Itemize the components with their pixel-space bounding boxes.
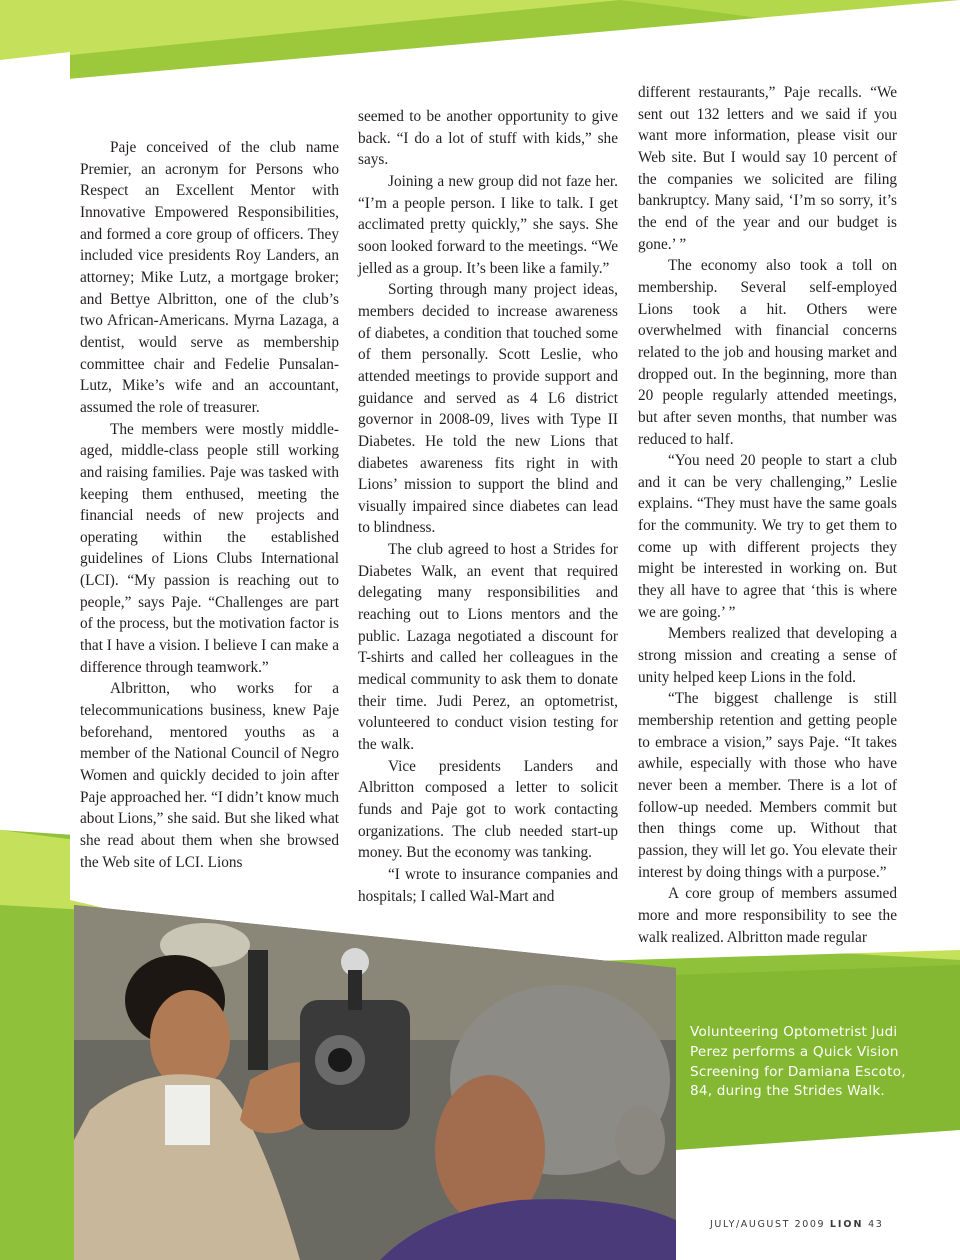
page-folio (710, 1219, 883, 1230)
article-column-3 (638, 82, 897, 948)
col3-paragraph-4: Members realized that developing a strong mission and creating a sense of unity helped keep Lions in the fold. (638, 625, 897, 686)
col2-paragraph-5: Vice presidents Landers and Albritton composed a letter to solicit funds and Paje got to work contacting organizations. The club needed start-up money. But the economy was tanking. (358, 757, 618, 862)
article-column-1 (80, 137, 339, 873)
col2-paragraph-3: Sorting through many project ideas, members decided to increase awareness of diabetes, a condition that touched some of them personally. Scott Leslie, who attended meetings to provide support and guidance and served as 4 L6 district governor in 2008-09, lives with Type II Diabetes. He told the new Lions that diabetes awareness fits right in with Lions’ mission to support the blind and visually impaired since diabetes can lead to blindness. (358, 281, 618, 537)
folio-magazine: LION (829, 1219, 864, 1230)
col3-paragraph-3: “You need 20 people to start a club and it can be very challenging,” Leslie explains. “They must have the same goals for the community. We try to get them to come up with different projects they might be interested in working on. But they all have to agree that ‘this is where we are going.’ ” (638, 452, 897, 621)
article-column-2 (358, 106, 618, 907)
col2-paragraph-1: seemed to be another opportunity to give back. “I do a lot of stuff with kids,” she says. (358, 108, 618, 169)
col1-paragraph-3: Albritton, who works for a telecommunications business, knew Paje beforehand, mentored youths as a member of the National Council of Negro Women and quickly decided to join after Paje approached her. “I didn’t know much about Lions,” she said. But she liked what she read about them when she browsed the Web site of LCI. Lions (80, 680, 339, 871)
col1-paragraph-2: The members were mostly middle-aged, middle-class people still working and raising families. Paje was tasked with keeping them enthused, meeting the financial needs of new projects and operating within the established guidelines of Lions Clubs International (LCI). “My passion is reaching out to people,” says Paje. “Challenges are part of the process, but the motivation factor is that I have a vision. I believe I can make a difference through teamwork.” (80, 420, 339, 676)
col2-paragraph-4: The club agreed to host a Strides for Diabetes Walk, an event that required delegating many responsibilities and reaching out to Lions mentors and the public. Lazaga negotiated a discount for T-shirts and called her colleagues in the medical community to ask them to donate their time. Judi Perez, an optometrist, volunteered to conduct vision testing for the walk. (358, 541, 618, 754)
col2-paragraph-6: “I wrote to insurance companies and hospitals; I called Wal-Mart and (358, 865, 618, 905)
col3-paragraph-1: different restaurants,” Paje recalls. “We sent out 132 letters and we said if you want more information, please visit our Web site. But I would say 10 percent of the companies we solicited are filing bankruptcy. Many said, ‘I’m so sorry, it’s the end of the year and our budget is gone.’ ” (638, 84, 897, 253)
photo-caption: Volunteering Optometrist Judi Perez performs a Quick Vision Screening for Damiana Escoto, 84, during the Strides Walk. (690, 1024, 906, 1100)
folio-page-number: 43 (868, 1219, 884, 1230)
col2-paragraph-2: Joining a new group did not faze her. “I’m a people person. I like to talk. I get acclimated pretty quickly,” she says. She soon looked forward to the meetings. “We jelled as a group. It’s been like a family.” (358, 172, 618, 277)
col1-paragraph-1: Paje conceived of the club name Premier, an acronym for Persons who Respect an Excellent Mentor with Innovative Empowered Responsibilities, and formed a core group of officers. They included vice presidents Roy Landers, an attorney; Mike Lutz, a mortgage broker; and Bettye Albritton, one of the club’s two African-Americans. Myrna Lazaga, a dentist, would serve as membership committee chair and Fedelie Punsalan-Lutz, Mike’s wife and an accountant, assumed the role of treasurer. (80, 139, 339, 416)
col3-paragraph-5: “The biggest challenge is still membership retention and getting people to embrace a vision,” says Paje. “It takes awhile, especially with those who have never been a member. There is a lot of follow-up needed. Members commit but then things come up. Without that passion, they will let go. You elevate their interest by doing things with a purpose.” (638, 690, 897, 881)
folio-issue: JULY/AUGUST 2009 (710, 1219, 826, 1230)
col3-paragraph-2: The economy also took a toll on membership. Several self-employed Lions took a hit. Others were overwhelmed with financial concerns related to the job and housing market and dropped out. In the beginning, more than 20 people regularly attended meetings, but after seven months, that number was reduced to half. (638, 257, 897, 448)
col3-paragraph-6: A core group of members assumed more and more responsibility to see the walk realized. Albritton made regular (638, 885, 897, 946)
